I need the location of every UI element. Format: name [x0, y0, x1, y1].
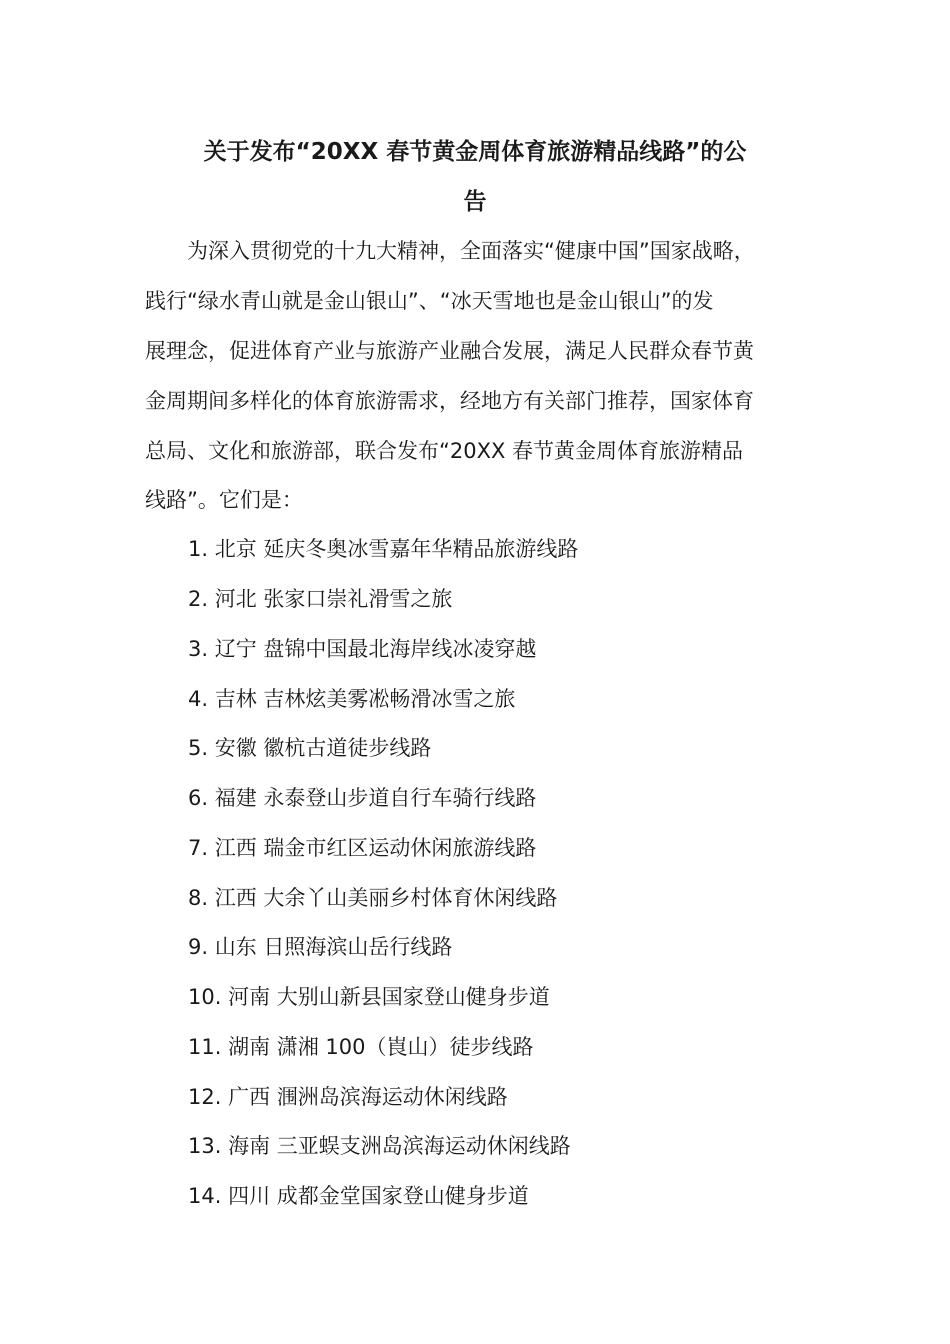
route-list-item: 14. 四川 成都金堂国家登山健身步道 — [188, 1184, 529, 1208]
intro-paragraph-line: 线路”。它们是： — [145, 488, 303, 512]
route-list-item: 13. 海南 三亚蜈支洲岛滨海运动休闲线路 — [188, 1134, 571, 1158]
route-list-item: 2. 河北 张家口崇礼滑雪之旅 — [188, 587, 453, 611]
document-title-line-2: 告 — [463, 189, 487, 215]
route-list-item: 11. 湖南 潇湘 100（崀山）徒步线路 — [188, 1035, 534, 1059]
route-list-item: 5. 安徽 徽杭古道徒步线路 — [188, 736, 432, 760]
route-list-item: 9. 山东 日照海滨山岳行线路 — [188, 935, 453, 959]
document-title-line-1: 关于发布“20XX 春节黄金周体育旅游精品线路”的公 — [203, 139, 747, 165]
intro-paragraph-line: 为深入贯彻党的十九大精神，全面落实“健康中国”国家战略， — [187, 239, 755, 263]
intro-paragraph-line: 金周期间多样化的体育旅游需求，经地方有关部门推荐，国家体育 — [145, 389, 754, 413]
route-list-item: 3. 辽宁 盘锦中国最北海岸线冰凌穿越 — [188, 637, 537, 661]
route-list-item: 4. 吉林 吉林炫美雾凇畅滑冰雪之旅 — [188, 687, 516, 711]
route-list-item: 7. 江西 瑞金市红区运动休闲旅游线路 — [188, 836, 537, 860]
route-list-item: 6. 福建 永泰登山步道自行车骑行线路 — [188, 786, 537, 810]
intro-paragraph-line: 践行“绿水青山就是金山银山”、“冰天雪地也是金山银山”的发 — [145, 289, 714, 313]
route-list-item: 10. 河南 大别山新县国家登山健身步道 — [188, 985, 550, 1009]
route-list-item: 1. 北京 延庆冬奥冰雪嘉年华精品旅游线路 — [188, 537, 579, 561]
intro-paragraph-line: 总局、文化和旅游部，联合发布“20XX 春节黄金周体育旅游精品 — [145, 439, 744, 463]
route-list-item: 12. 广西 涠洲岛滨海运动休闲线路 — [188, 1085, 508, 1109]
intro-paragraph-line: 展理念，促进体育产业与旅游产业融合发展，满足人民群众春节黄 — [145, 339, 754, 363]
route-list-item: 8. 江西 大余丫山美丽乡村体育休闲线路 — [188, 886, 558, 910]
